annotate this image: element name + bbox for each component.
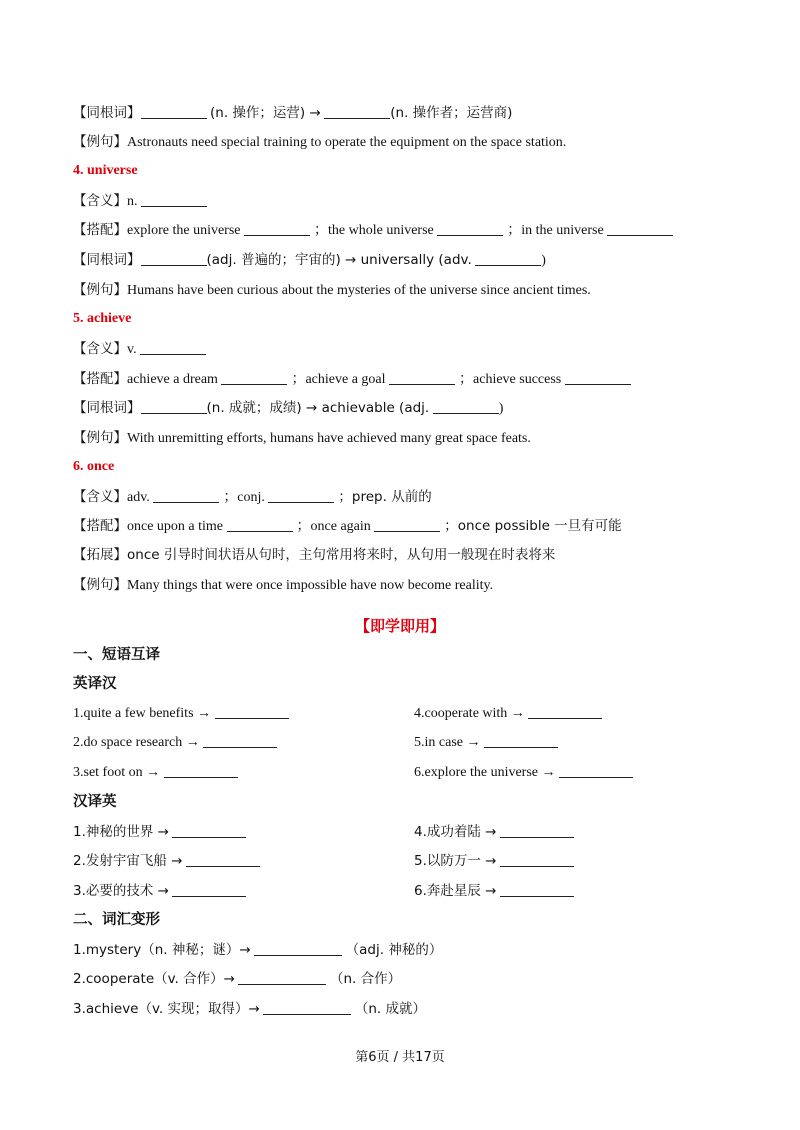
answer-blank[interactable] <box>221 370 287 385</box>
vocab-text: （n. 成就） <box>354 1001 426 1017</box>
vocab-item <box>73 968 401 990</box>
phrase-text: 4.成功着陆 → <box>414 824 497 840</box>
answer-blank[interactable] <box>389 370 455 385</box>
cognate-close: ) <box>498 401 504 416</box>
collocation-text: achieve a dream <box>127 372 218 387</box>
answer-blank[interactable] <box>244 221 310 236</box>
phrase-item <box>73 732 277 754</box>
phrase-text: 5.in case → <box>414 735 481 750</box>
phrase-text: 5.以防万一 → <box>414 853 497 869</box>
phrase-text: 3.set foot on → <box>73 765 161 780</box>
vocab-item <box>73 998 426 1020</box>
meaning-label: 【含义】 <box>73 489 127 505</box>
answer-blank[interactable] <box>141 251 207 266</box>
meaning-label: 【含义】 <box>73 193 127 209</box>
s5-collocation-line <box>73 368 631 390</box>
collocation-text: ；achieve a goal <box>291 372 386 387</box>
phrase-text: 2.发射宇宙飞船 → <box>73 853 183 869</box>
answer-blank[interactable] <box>324 104 390 119</box>
collocation-text: once upon a time <box>127 519 224 534</box>
collocation-text: ；once possible 一旦有可能 <box>444 518 622 534</box>
cognate-label: 【同根词】 <box>73 400 141 416</box>
cognate-text: (n. 成就；成绩) → achievable (adj. <box>206 400 430 416</box>
example-sentence: Many things that were once impossible have now become reality. <box>127 578 494 593</box>
vocab-item <box>73 939 442 961</box>
example-sentence: Humans have been curious about the mysteries of the universe since ancient times. <box>127 283 591 298</box>
phrase-item <box>414 850 574 872</box>
extension-label: 【拓展】 <box>73 547 127 563</box>
s6-meaning-line <box>73 486 432 508</box>
meaning-text: ；prep. 从前的 <box>338 489 432 505</box>
example-label: 【例句】 <box>73 577 127 593</box>
answer-blank[interactable] <box>374 517 440 532</box>
answer-blank[interactable] <box>203 733 277 748</box>
cognate-text: (n. 操作者；运营商) <box>390 105 513 121</box>
phrase-text: 6.奔赴星辰 → <box>414 883 497 899</box>
example-label: 【例句】 <box>73 282 127 298</box>
phrase-text: 1.神秘的世界 → <box>73 824 169 840</box>
phrase-item <box>73 850 260 872</box>
collocation-text: ；in the universe <box>507 223 604 238</box>
answer-blank[interactable] <box>559 763 633 778</box>
answer-blank[interactable] <box>254 941 342 956</box>
answer-blank[interactable] <box>238 970 326 985</box>
phrase-text: 3.必要的技术 → <box>73 883 169 899</box>
collocation-text: ；once again <box>296 519 371 534</box>
collocation-text: ；the whole universe <box>314 223 434 238</box>
cognate-label: 【同根词】 <box>73 252 141 268</box>
practice-title: 【即学即用】 <box>354 617 445 635</box>
vocab-text: （n. 合作） <box>329 971 402 987</box>
s4-cognate-line <box>73 249 546 271</box>
phrase-text: 6.explore the universe → <box>414 765 556 780</box>
en-to-cn-subtitle: 英译汉 <box>73 676 117 692</box>
answer-blank[interactable] <box>433 399 499 414</box>
phrase-item <box>414 880 574 902</box>
s6-extension-line <box>73 544 555 566</box>
collocation-label: 【搭配】 <box>73 222 127 238</box>
meaning-text: v. <box>127 342 137 357</box>
s4-collocation-line <box>73 219 673 241</box>
meaning-text: n. <box>127 194 138 209</box>
section-heading-universe: 4. universe <box>73 163 138 178</box>
cognate-text: (n. 操作；运营) → <box>210 105 321 121</box>
answer-blank[interactable] <box>141 104 207 119</box>
answer-blank[interactable] <box>141 399 207 414</box>
page-footer: 第6页 / 共17页 <box>355 1050 445 1065</box>
phrase-item <box>414 703 602 725</box>
vocab-text: 3.achieve（v. 实现；取得）→ <box>73 1001 260 1017</box>
part1-title: 一、短语互译 <box>73 647 160 663</box>
s4-meaning-line <box>73 190 207 212</box>
phrase-item <box>73 880 246 902</box>
answer-blank[interactable] <box>475 251 541 266</box>
collocation-text: ；achieve success <box>459 372 562 387</box>
s3-cognate-line <box>73 102 512 124</box>
phrase-item <box>414 732 558 754</box>
section-heading-once: 6. once <box>73 459 115 474</box>
meaning-text: ；conj. <box>223 490 265 505</box>
answer-blank[interactable] <box>172 823 246 838</box>
example-label: 【例句】 <box>73 134 127 150</box>
cognate-label: 【同根词】 <box>73 105 141 121</box>
s5-cognate-line <box>73 397 503 419</box>
phrase-item <box>73 821 246 843</box>
phrase-text: 2.do space research → <box>73 735 200 750</box>
phrase-text: 4.cooperate with → <box>414 706 525 721</box>
answer-blank[interactable] <box>186 852 260 867</box>
cn-to-en-subtitle: 汉译英 <box>73 794 117 810</box>
s5-example-line <box>73 427 531 449</box>
phrase-item <box>73 762 238 784</box>
phrase-item <box>414 821 574 843</box>
collocation-text: explore the universe <box>127 223 241 238</box>
answer-blank[interactable] <box>500 882 574 897</box>
cognate-close: ) <box>541 253 546 268</box>
answer-blank[interactable] <box>141 192 207 207</box>
answer-blank[interactable] <box>607 221 673 236</box>
answer-blank[interactable] <box>500 823 574 838</box>
answer-blank[interactable] <box>268 488 334 503</box>
answer-blank[interactable] <box>484 733 558 748</box>
example-sentence: With unremitting efforts, humans have achieved many great space feats. <box>127 431 531 446</box>
phrase-item <box>414 762 633 784</box>
answer-blank[interactable] <box>437 221 503 236</box>
answer-blank[interactable] <box>215 704 289 719</box>
meaning-text: adv. <box>127 490 150 505</box>
example-sentence: Astronauts need special training to operate the equipment on the space station. <box>127 135 567 150</box>
answer-blank[interactable] <box>500 852 574 867</box>
s6-collocation-line <box>73 515 622 537</box>
cognate-text: (adj. 普遍的；宇宙的) → universally (adv. <box>206 252 472 268</box>
s3-example-line <box>73 131 566 153</box>
collocation-label: 【搭配】 <box>73 371 127 387</box>
vocab-text: （adj. 神秘的） <box>345 942 443 958</box>
phrase-text: 1.quite a few benefits → <box>73 706 212 721</box>
answer-blank[interactable] <box>528 704 602 719</box>
answer-blank[interactable] <box>153 488 219 503</box>
answer-blank[interactable] <box>263 1000 351 1015</box>
answer-blank[interactable] <box>227 517 293 532</box>
part2-title: 二、词汇变形 <box>73 912 160 928</box>
collocation-label: 【搭配】 <box>73 518 127 534</box>
answer-blank[interactable] <box>164 763 238 778</box>
s6-example-line <box>73 574 493 596</box>
s5-meaning-line <box>73 338 206 360</box>
vocab-text: 2.cooperate（v. 合作）→ <box>73 971 235 987</box>
answer-blank[interactable] <box>565 370 631 385</box>
phrase-item <box>73 703 289 725</box>
extension-text: once 引导时间状语从句时，主句常用将来时，从句用一般现在时表将来 <box>127 547 556 563</box>
answer-blank[interactable] <box>172 882 246 897</box>
section-heading-achieve: 5. achieve <box>73 311 132 326</box>
vocab-text: 1.mystery（n. 神秘；谜）→ <box>73 942 251 958</box>
meaning-label: 【含义】 <box>73 341 127 357</box>
s4-example-line <box>73 279 591 301</box>
answer-blank[interactable] <box>140 340 206 355</box>
example-label: 【例句】 <box>73 430 127 446</box>
